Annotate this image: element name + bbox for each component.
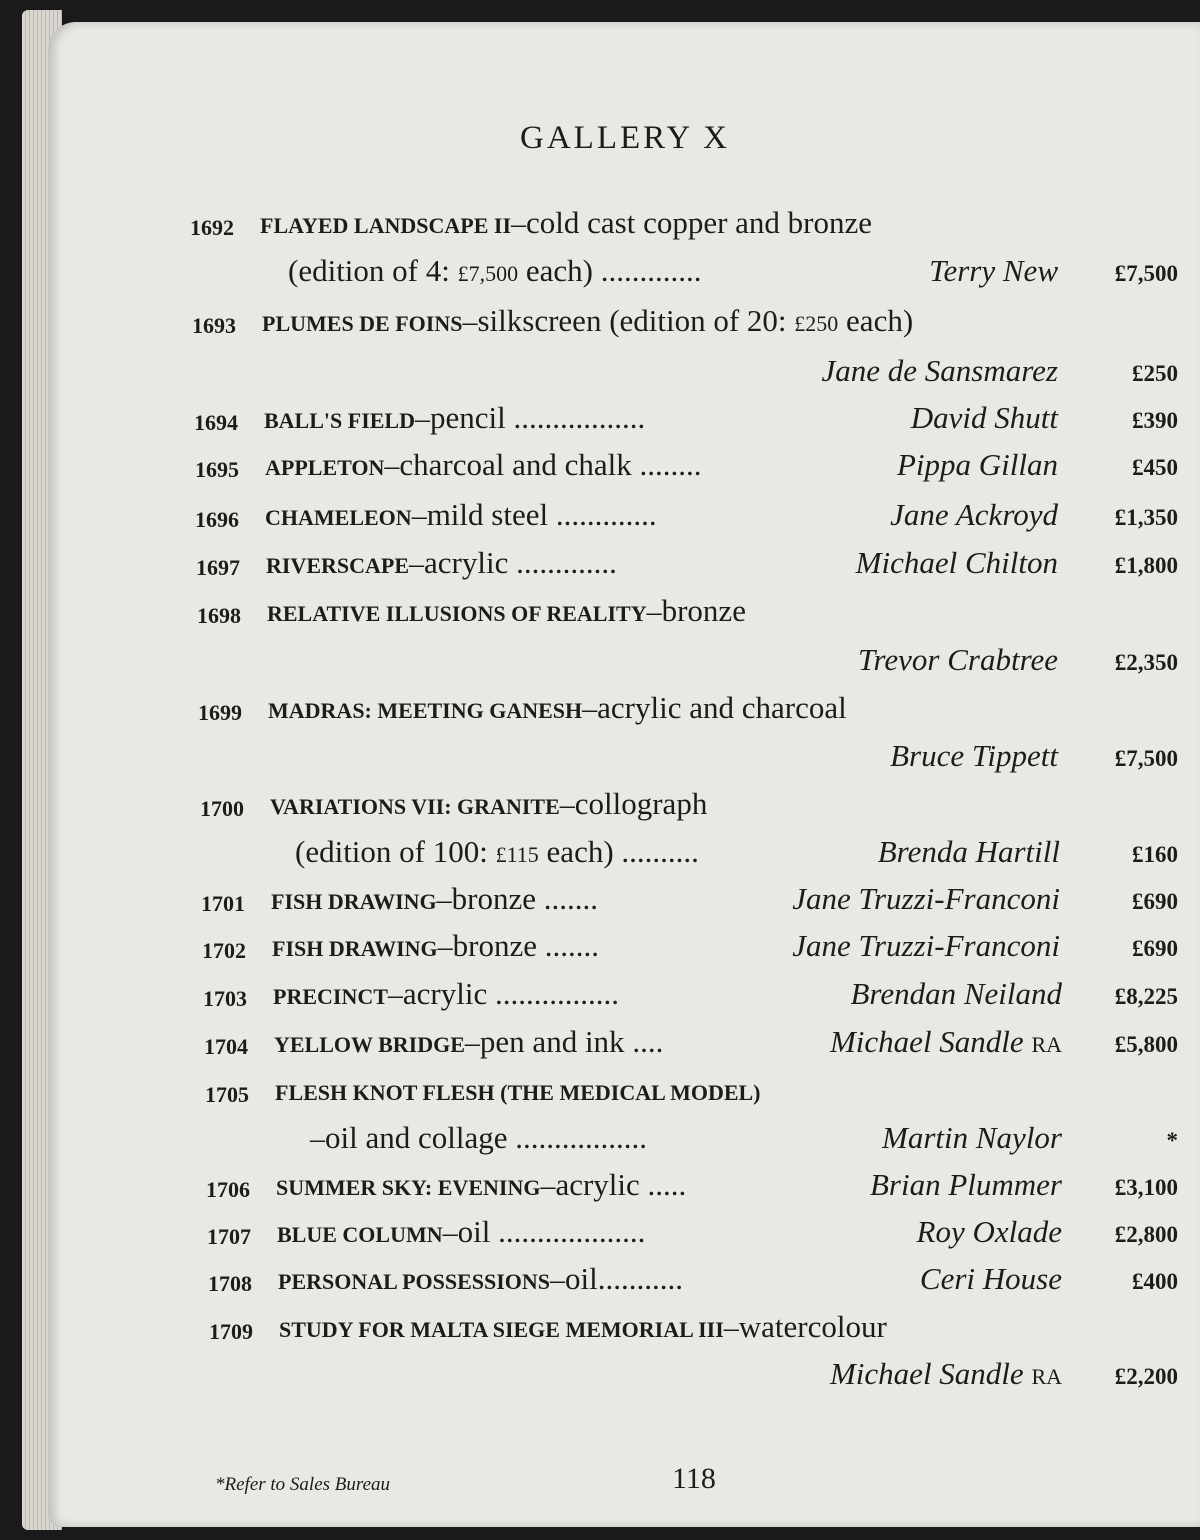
entry-text: FLESH KNOT FLESH (THE MEDICAL MODEL) <box>275 1080 761 1105</box>
entry-1698-line2 <box>0 642 1200 686</box>
entry-number: 1692 <box>190 215 234 240</box>
entry-1706 <box>0 1167 1200 1211</box>
entry-text: STUDY FOR MALTA SIEGE MEMORIAL III–watercolour <box>279 1309 887 1344</box>
entry-edition: (edition of 100: £115 each) .......... <box>295 834 699 869</box>
entry-1705-line1 <box>0 1072 1200 1116</box>
entry-price: £250 <box>1132 361 1178 386</box>
entry-number: 1709 <box>209 1319 253 1344</box>
entry-price: £7,500 <box>1114 261 1178 286</box>
entry-artist: Michael Chilton <box>855 545 1058 580</box>
entry-1707 <box>0 1214 1200 1258</box>
entry-number: 1704 <box>204 1034 248 1059</box>
entry-1693-line1 <box>0 303 1200 347</box>
entry-artist: Roy Oxlade <box>916 1214 1062 1249</box>
entry-number: 1701 <box>201 891 245 916</box>
entry-edition: (edition of 4: £7,500 each) ............. <box>288 253 702 288</box>
entry-price: £400 <box>1132 1269 1178 1294</box>
entry-artist: Terry New <box>929 253 1058 288</box>
entry-text: FISH DRAWING–bronze ....... <box>272 928 599 963</box>
entry-price: £8,225 <box>1114 984 1178 1009</box>
entry-number: 1702 <box>202 938 246 963</box>
entry-artist: Jane Truzzi-Franconi <box>792 881 1060 916</box>
entry-artist: Jane Truzzi-Franconi <box>792 928 1060 963</box>
entry-1699-line1 <box>0 690 1200 734</box>
footnote: *Refer to Sales Bureau <box>215 1474 391 1495</box>
entry-number: 1705 <box>205 1082 249 1107</box>
entry-artist: Michael Sandle RA <box>829 1356 1062 1391</box>
entry-1692-line2 <box>0 253 1200 297</box>
entry-price: £450 <box>1132 455 1178 480</box>
entry-number: 1697 <box>196 555 240 580</box>
entry-medium: –oil and collage ................. <box>310 1120 647 1155</box>
entry-price: £7,500 <box>1114 746 1178 771</box>
entry-1700-line2 <box>0 834 1200 878</box>
entry-number: 1708 <box>208 1271 252 1296</box>
entry-1692-line1 <box>0 205 1200 249</box>
entry-price: £690 <box>1132 936 1178 961</box>
entry-price: £690 <box>1132 889 1178 914</box>
entry-text: FISH DRAWING–bronze ....... <box>271 881 598 916</box>
entry-artist: Pippa Gillan <box>896 447 1058 482</box>
entry-text: VARIATIONS VII: GRANITE–collograph <box>270 786 708 821</box>
entry-1700-line1 <box>0 786 1200 830</box>
entry-artist: Jane Ackroyd <box>890 497 1058 532</box>
entry-artist: Michael Sandle RA <box>829 1024 1062 1059</box>
entry-1705-line2 <box>0 1120 1200 1164</box>
entry-text: RELATIVE ILLUSIONS OF REALITY–bronze <box>267 593 746 628</box>
entry-number: 1694 <box>194 410 238 435</box>
entry-price: £2,800 <box>1114 1222 1178 1247</box>
entry-1695 <box>0 447 1200 491</box>
entry-artist: Ceri House <box>919 1261 1062 1296</box>
entry-1696 <box>0 497 1200 541</box>
entry-1698-line1 <box>0 593 1200 637</box>
entry-text: FLAYED LANDSCAPE II–cold cast copper and bronze <box>260 205 873 240</box>
entry-text: YELLOW BRIDGE–pen and ink .... <box>274 1024 664 1059</box>
entry-1702 <box>0 928 1200 972</box>
entry-number: 1706 <box>206 1177 250 1202</box>
entry-artist: Brenda Hartill <box>877 834 1060 869</box>
entry-text: PERSONAL POSSESSIONS–oil........... <box>278 1261 684 1296</box>
entry-number: 1696 <box>195 507 239 532</box>
entry-number: 1695 <box>195 457 239 482</box>
entry-price: £3,100 <box>1114 1175 1178 1200</box>
entry-1709-line1 <box>0 1309 1200 1353</box>
entry-price: £1,800 <box>1114 553 1178 578</box>
entry-price: * <box>1166 1128 1178 1153</box>
entry-text: RIVERSCAPE–acrylic ............. <box>266 545 617 580</box>
entry-price: £5,800 <box>1114 1032 1178 1057</box>
entry-1701 <box>0 881 1200 925</box>
entry-price: £2,350 <box>1114 650 1178 675</box>
entry-artist: Jane de Sansmarez <box>821 353 1058 388</box>
entry-artist: Brendan Neiland <box>850 976 1062 1011</box>
entry-price: £1,350 <box>1114 505 1178 530</box>
entry-price: £2,200 <box>1114 1364 1178 1389</box>
entry-text: BLUE COLUMN–oil ................... <box>277 1214 646 1249</box>
entry-1693-line2 <box>0 353 1200 397</box>
entry-price: £160 <box>1132 842 1178 867</box>
entry-price: £390 <box>1132 408 1178 433</box>
entry-text: MADRAS: MEETING GANESH–acrylic and charcoal <box>268 690 847 725</box>
entry-number: 1707 <box>207 1224 251 1249</box>
entry-1703 <box>0 976 1200 1020</box>
entry-1694 <box>0 400 1200 444</box>
entry-1709-line2 <box>0 1356 1200 1400</box>
entry-number: 1693 <box>192 313 236 338</box>
entry-artist: Brian Plummer <box>869 1167 1062 1202</box>
entry-artist: Trevor Crabtree <box>857 642 1058 677</box>
entry-artist: Bruce Tippett <box>890 738 1058 773</box>
entry-text: CHAMELEON–mild steel ............. <box>265 497 657 532</box>
entry-text: SUMMER SKY: EVENING–acrylic ..... <box>276 1167 687 1202</box>
entry-1704 <box>0 1024 1200 1068</box>
entry-1699-line2 <box>0 738 1200 782</box>
entry-number: 1699 <box>198 700 242 725</box>
entry-text: PLUMES DE FOINS–silkscreen (edition of 20: £250 each) <box>262 303 914 338</box>
entry-number: 1700 <box>200 796 244 821</box>
entry-number: 1698 <box>197 603 241 628</box>
entry-text: APPLETON–charcoal and chalk ........ <box>265 447 702 482</box>
entry-artist: Martin Naylor <box>882 1120 1062 1155</box>
page-title: GALLERY X <box>520 120 731 156</box>
entry-number: 1703 <box>203 986 247 1011</box>
entry-1697 <box>0 545 1200 589</box>
entry-artist: David Shutt <box>910 400 1058 435</box>
page-number: 118 <box>672 1462 716 1495</box>
entry-1708 <box>0 1261 1200 1305</box>
entry-text: PRECINCT–acrylic ................ <box>273 976 619 1011</box>
entry-text: BALL'S FIELD–pencil ................. <box>264 400 646 435</box>
